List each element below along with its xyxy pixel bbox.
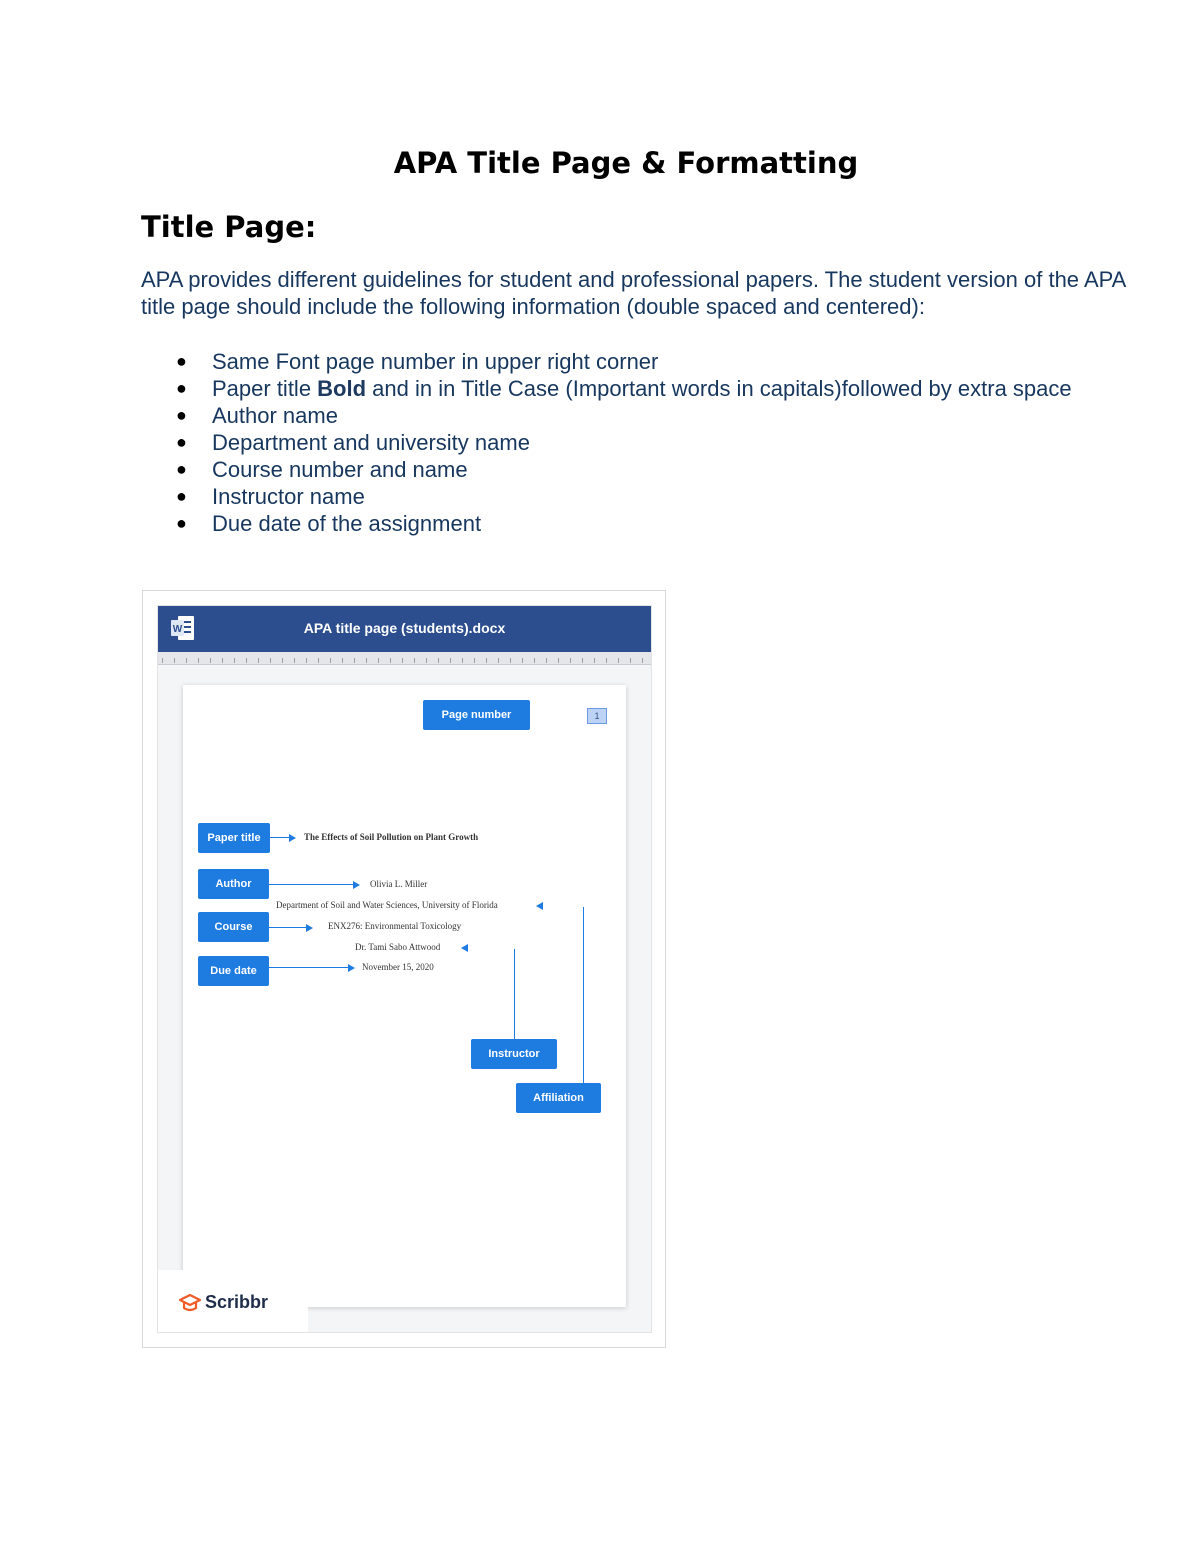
requirements-list — [141, 348, 1101, 537]
list-item: ● Course number and name — [176, 457, 468, 482]
intro-paragraph: APA provides different guidelines for student and professional papers. The student version of the APA title page should include the following information (double spaced and centered): — [141, 267, 1126, 319]
window-title: APA title page (students).docx — [303, 620, 506, 636]
bullet-icon: ● — [176, 459, 187, 479]
bullet-icon: ● — [176, 432, 187, 452]
arrow-right-icon — [306, 924, 313, 932]
document-title: APA Title Page & Formatting — [393, 146, 859, 180]
page-number-box: 1 — [587, 708, 607, 724]
connector-line — [269, 884, 353, 885]
sample-paper — [183, 685, 626, 1307]
arrow-left-icon — [536, 902, 543, 910]
arrow-left-icon — [461, 944, 468, 952]
apa-title-page-figure — [142, 590, 666, 1348]
bullet-icon: ● — [176, 513, 187, 533]
sample-affiliation: Department of Soil and Water Sciences, University of Florida — [276, 900, 498, 910]
bullet-icon: ● — [176, 405, 187, 425]
sample-paper-title: The Effects of Soil Pollution on Plant Growth — [304, 832, 479, 842]
scribbr-logo — [178, 1292, 268, 1313]
sample-due-date: November 15, 2020 — [362, 962, 434, 972]
list-item: ● Same Font page number in upper right corner — [176, 349, 659, 374]
author-label: Author — [198, 869, 269, 899]
course-label: Course — [198, 912, 269, 942]
connector-line — [269, 927, 307, 928]
connector-line — [270, 837, 290, 838]
arrow-right-icon — [353, 881, 360, 889]
sample-author: Olivia L. Miller — [370, 879, 428, 889]
list-item: ● Paper title Bold and in in Title Case (Important words in capitals)followed by extra space — [176, 376, 1072, 401]
window-titlebar — [158, 606, 651, 652]
paper-title-label: Paper title — [198, 823, 270, 853]
sample-instructor: Dr. Tami Sabo Attwood — [355, 942, 441, 952]
svg-text:W: W — [172, 624, 183, 635]
section-heading: Title Page: — [141, 210, 317, 244]
bullet-icon: ● — [176, 351, 187, 371]
instructor-label: Instructor — [471, 1039, 557, 1069]
list-item: ● Author name — [176, 403, 338, 428]
list-item: ● Instructor name — [176, 484, 365, 509]
bullet-icon: ● — [176, 378, 187, 398]
arrow-right-icon — [289, 834, 296, 842]
connector-line — [269, 967, 349, 968]
page-number-label: Page number — [423, 700, 530, 730]
logo-text: Scribbr — [205, 1292, 269, 1312]
bullet-icon: ● — [176, 486, 187, 506]
arrow-right-icon — [348, 964, 355, 972]
list-item: ● Due date of the assignment — [176, 511, 482, 536]
figure-frame — [157, 605, 652, 1333]
scribbr-logo-icon — [178, 1293, 202, 1313]
instructor-connector — [514, 949, 515, 1039]
affiliation-label: Affiliation — [516, 1083, 601, 1113]
list-item: ● Department and university name — [176, 430, 530, 455]
sample-course: ENX276: Environmental Toxicology — [328, 921, 462, 931]
ruler — [158, 652, 651, 665]
due-date-label: Due date — [198, 956, 269, 986]
affiliation-connector — [583, 907, 584, 1083]
